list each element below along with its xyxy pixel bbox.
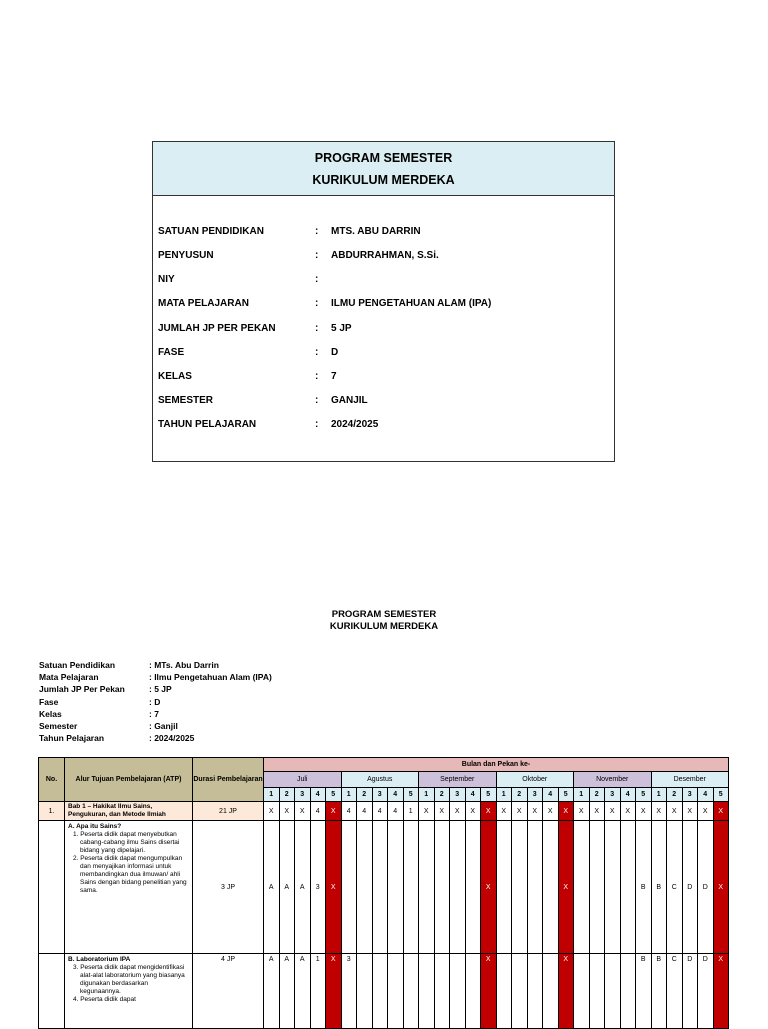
week-cell [512, 954, 528, 1029]
week-cell [543, 821, 559, 954]
week-cell: X [558, 802, 574, 821]
program-semester-table [38, 757, 729, 1029]
week-header: 4 [310, 788, 326, 802]
week-header: 2 [667, 788, 683, 802]
month-header: Oktober [496, 772, 574, 788]
week-cell: X [589, 802, 605, 821]
week-cell: A [279, 821, 295, 954]
week-cell: X [512, 802, 528, 821]
week-cell: B [636, 821, 652, 954]
atp-subtitle: B. Laboratorium IPA [68, 956, 131, 963]
header-atp: Alur Tujuan Pembelajaran (ATP) [65, 758, 193, 802]
week-cell [372, 821, 388, 954]
week-cell [388, 821, 404, 954]
week-header: 1 [651, 788, 667, 802]
week-header: 1 [574, 788, 590, 802]
week-cell [434, 821, 450, 954]
meta-label: Jumlah JP Per Pekan [39, 684, 125, 695]
week-cell [589, 821, 605, 954]
cover-row-label: KELAS [158, 371, 192, 382]
week-cell: X [419, 802, 435, 821]
week-cell: B [636, 954, 652, 1029]
week-header: 4 [698, 788, 714, 802]
week-cell: X [620, 802, 636, 821]
meta-label: Satuan Pendidikan [39, 660, 116, 670]
week-cell [465, 954, 481, 1029]
cover-row-label: MATA PELAJARAN [158, 298, 249, 309]
week-cell: D [682, 821, 698, 954]
week-cell: A [264, 821, 280, 954]
table-row [39, 802, 729, 821]
section2-title-line1: PROGRAM SEMESTER [331, 609, 437, 620]
cover-row-label: NIY [158, 274, 175, 285]
week-cell: X [543, 802, 559, 821]
week-header: 1 [264, 788, 280, 802]
week-header: 5 [713, 788, 729, 802]
table-row [39, 821, 729, 954]
cover-row-colon: : [315, 347, 319, 358]
week-cell: X [496, 802, 512, 821]
month-header: November [574, 772, 652, 788]
week-header: 1 [419, 788, 435, 802]
cover-row-colon: : [315, 419, 319, 430]
week-cell: X [527, 802, 543, 821]
cover-subtitle: KURIKULUM MERDEKA [312, 173, 455, 187]
week-cell: 4 [341, 802, 357, 821]
week-cell [527, 954, 543, 1029]
week-header: 3 [527, 788, 543, 802]
week-cell: D [698, 821, 714, 954]
atp-item: 2. Peserta didik dapat mengumpulkan dan menyajikan informasi untuk membandingkan dua ilmuwan/ ahli Sains dengan bidang penelitian yang sama. [73, 855, 187, 894]
week-cell: X [558, 954, 574, 1029]
cover-row-colon: : [315, 395, 319, 406]
row-atp [65, 954, 193, 1029]
week-cell: C [667, 821, 683, 954]
week-cell: X [574, 802, 590, 821]
cover-row-colon: : [315, 371, 319, 382]
cover-row-colon: : [315, 274, 319, 285]
week-header: 5 [636, 788, 652, 802]
week-header: 3 [450, 788, 466, 802]
week-cell [496, 821, 512, 954]
week-cell: 4 [388, 802, 404, 821]
week-header: 4 [620, 788, 636, 802]
cover-row-colon: : [315, 250, 319, 261]
header-durasi: Durasi Pembelajaran [193, 758, 264, 802]
week-cell: 3 [310, 821, 326, 954]
week-cell: X [713, 954, 729, 1029]
week-cell [574, 954, 590, 1029]
cover-row-value: ILMU PENGETAHUAN ALAM (IPA) [331, 298, 492, 309]
week-cell [357, 954, 373, 1029]
week-cell: X [651, 802, 667, 821]
week-cell: A [295, 821, 311, 954]
month-header: Desember [651, 772, 729, 788]
week-cell: X [481, 802, 497, 821]
week-header: 3 [295, 788, 311, 802]
week-cell: D [698, 954, 714, 1029]
week-header: 2 [589, 788, 605, 802]
meta-value: : 2024/2025 [149, 733, 195, 744]
row-atp [65, 821, 193, 954]
atp-item: 3. Peserta didik dapat mengidentifikasi alat-alat laboratorium yang biasanya digunakan berdasarkan kegunaannya. [73, 964, 185, 995]
week-header: 3 [682, 788, 698, 802]
meta-label: Tahun Pelajaran [39, 733, 105, 744]
week-cell [465, 821, 481, 954]
week-header: 3 [605, 788, 621, 802]
cover-row-value: GANJIL [331, 395, 368, 406]
cover-row-colon: : [315, 226, 319, 237]
week-cell: C [667, 954, 683, 1029]
table-row [39, 954, 729, 1029]
week-cell: X [279, 802, 295, 821]
week-cell: 1 [403, 802, 419, 821]
row-no: 1. [39, 802, 65, 821]
week-cell [450, 954, 466, 1029]
cover-row-label: FASE [158, 347, 185, 358]
cover-row-label: SATUAN PENDIDIKAN [158, 226, 264, 237]
week-header: 4 [388, 788, 404, 802]
week-cell: X [481, 954, 497, 1029]
week-cell: A [279, 954, 295, 1029]
week-cell: X [698, 802, 714, 821]
week-header: 5 [481, 788, 497, 802]
month-header: September [419, 772, 497, 788]
row-atp-title: Bab 1 – Hakikat Ilmu Sains, Pengukuran, dan Metode Ilmiah [65, 802, 193, 821]
section2-title [0, 609, 768, 633]
atp-item: 1. Peserta didik dapat menyebutkan cabang-cabang ilmu Sains disertai bidang yang dipelajari. [73, 831, 180, 854]
week-cell: B [651, 954, 667, 1029]
week-cell: A [264, 954, 280, 1029]
cover-box [152, 141, 615, 462]
week-cell: X [295, 802, 311, 821]
row-no [39, 821, 65, 954]
week-cell [403, 954, 419, 1029]
week-cell [450, 821, 466, 954]
week-cell [605, 821, 621, 954]
week-cell [620, 954, 636, 1029]
week-header: 2 [512, 788, 528, 802]
week-cell [589, 954, 605, 1029]
meta-label: Kelas [39, 708, 62, 719]
week-cell: X [558, 821, 574, 954]
cover-row-label: TAHUN PELAJARAN [158, 419, 257, 430]
week-cell: X [434, 802, 450, 821]
week-header: 2 [357, 788, 373, 802]
week-cell [496, 954, 512, 1029]
header-no: No. [39, 758, 65, 802]
week-cell: D [682, 954, 698, 1029]
row-durasi: 21 JP [193, 802, 264, 821]
section2-title-line2: KURIKULUM MERDEKA [329, 621, 439, 632]
week-cell [605, 954, 621, 1029]
meta-value: : Ganjil [149, 721, 178, 731]
row-durasi: 4 JP [193, 954, 264, 1029]
meta-label: Semester [39, 721, 78, 731]
week-cell: X [713, 821, 729, 954]
meta-value: : 7 [149, 708, 159, 719]
week-header: 2 [434, 788, 450, 802]
week-cell: 3 [341, 954, 357, 1029]
row-durasi: 3 JP [193, 821, 264, 954]
week-cell [357, 821, 373, 954]
week-cell: X [450, 802, 466, 821]
week-cell [403, 821, 419, 954]
cover-row-colon: : [315, 298, 319, 309]
week-cell: X [326, 802, 342, 821]
week-header: 4 [465, 788, 481, 802]
month-header: Agustus [341, 772, 419, 788]
header-bulan: Bulan dan Pekan ke- [264, 758, 729, 772]
meta-label: Mata Pelajaran [39, 672, 99, 683]
cover-row-label: JUMLAH JP PER PEKAN [158, 323, 276, 334]
cover-row-colon: : [315, 323, 319, 334]
week-header: 4 [543, 788, 559, 802]
week-cell [372, 954, 388, 1029]
atp-item: 4. Peserta didik dapat [73, 996, 136, 1003]
week-header: 3 [372, 788, 388, 802]
week-cell [419, 954, 435, 1029]
week-header: 1 [496, 788, 512, 802]
cover-row-value: 7 [331, 371, 337, 382]
month-header: Juli [264, 772, 342, 788]
week-cell [341, 821, 357, 954]
meta-value: : Ilmu Pengetahuan Alam (IPA) [149, 672, 272, 683]
cover-title: PROGRAM SEMESTER [314, 151, 453, 165]
week-cell: X [481, 821, 497, 954]
week-cell: A [295, 954, 311, 1029]
week-cell [434, 954, 450, 1029]
week-cell [419, 821, 435, 954]
week-cell: X [264, 802, 280, 821]
week-header: 5 [403, 788, 419, 802]
week-header: 1 [341, 788, 357, 802]
week-cell: B [651, 821, 667, 954]
week-header: 5 [326, 788, 342, 802]
week-cell: X [682, 802, 698, 821]
meta-label: Fase [39, 696, 59, 707]
week-cell: X [465, 802, 481, 821]
week-cell [620, 821, 636, 954]
cover-row-label: PENYUSUN [158, 250, 214, 261]
cover-row-value: 2024/2025 [331, 419, 379, 430]
meta-value: : D [149, 696, 161, 707]
week-header: 5 [558, 788, 574, 802]
row-no [39, 954, 65, 1029]
meta-value: : MTs. Abu Darrin [149, 660, 219, 670]
week-cell: X [326, 954, 342, 1029]
week-cell: 4 [310, 802, 326, 821]
week-cell: X [605, 802, 621, 821]
cover-row-value: 5 JP [331, 323, 352, 334]
week-cell [543, 954, 559, 1029]
week-cell: X [326, 821, 342, 954]
week-cell: 1 [310, 954, 326, 1029]
week-cell: X [713, 802, 729, 821]
week-cell [574, 821, 590, 954]
week-header: 2 [279, 788, 295, 802]
cover-row-value: MTS. ABU DARRIN [331, 226, 421, 237]
meta-value: : 5 JP [149, 684, 172, 695]
week-cell [512, 821, 528, 954]
week-cell: 4 [372, 802, 388, 821]
week-cell: 4 [357, 802, 373, 821]
cover-row-value: ABDURRAHMAN, S.Si. [331, 250, 439, 261]
week-cell: X [667, 802, 683, 821]
week-cell [388, 954, 404, 1029]
cover-row-label: SEMESTER [158, 395, 214, 406]
atp-subtitle: A. Apa itu Sains? [68, 823, 122, 830]
cover-row-value: D [331, 347, 339, 358]
cover-header [153, 142, 614, 196]
week-cell [527, 821, 543, 954]
week-cell: X [636, 802, 652, 821]
